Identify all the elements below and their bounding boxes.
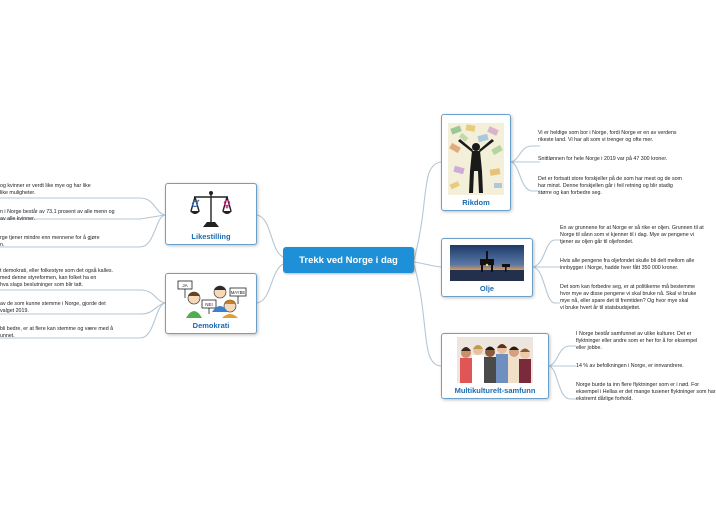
topic-olje[interactable] — [441, 238, 533, 297]
sign-maybe: MAYBE — [230, 290, 246, 295]
central-topic[interactable]: Trekk ved Norge i dag — [283, 247, 414, 273]
topic-label: Rikdom — [462, 198, 490, 207]
topic-label: Likestilling — [191, 232, 231, 241]
oil-platform-icon — [450, 245, 524, 281]
group-of-people-icon — [457, 337, 533, 383]
note-demokrati-1: t demokrati, eller folkestyre som det også kalles. med denne styreformen, kan folket ha en hva slags beslutninger som blir tatt. — [0, 268, 114, 288]
note-olje-1: En av grunnene for at Norge er så rike er oljen. Grunnen til at Norge til sånn som vi kjenner til i dag. Mye av pengene vi tjener av oljen går til oljefondet. — [560, 225, 704, 245]
topic-likestilling[interactable] — [165, 183, 257, 245]
sign-ja: JA — [182, 283, 188, 288]
note-demokrati-2: av de som kunne stemme i Norge, gjorde det valget 2019. — [0, 301, 106, 314]
note-multikultur-3: Norge burde ta inn flere flyktninger som er i nød. For eksempel i Hellas er det mange tusener flyktninger som har ekstremt dårlige forhold. — [576, 382, 716, 402]
note-likestilling-3: rge tjener mindre enn mennene for å gjøre n. — [0, 235, 100, 248]
topic-label: Olje — [479, 284, 495, 293]
note-olje-2: Hvis alle pengene fra oljefondet skulle bli delt mellom alle innbygger i Norge, hadde hver fått 350 000 kroner. — [560, 258, 695, 271]
topic-demokrati[interactable] — [165, 273, 257, 334]
topic-label: Multikulturelt-samfunn — [454, 386, 536, 395]
note-demokrati-3: bli bedre, er at flere kan stemme og være med å unnet. — [0, 326, 114, 339]
note-rikdom-1: Vi er heldige som bor i Norge, fordi Norge er en av verdens rikeste land. Vi har alt som vi trenger og ofte mer. — [538, 130, 677, 143]
note-likestilling-2: n i Norge består av 73,1 prosent av alle menn og av alle kvinner. — [0, 209, 115, 222]
topic-rikdom[interactable] — [441, 114, 511, 211]
note-likestilling-1: og kvinner er verdt like mye og har like like muligheter. — [0, 183, 91, 196]
topic-label: Demokrati — [192, 321, 230, 330]
topic-multikulturelt-samfunn[interactable] — [441, 333, 549, 399]
note-multikultur-1: I Norge består samfunnet av ulike kulturer. Det er flyktninger eller andre som er her for å for eksempel eller jobbe. — [576, 331, 698, 351]
man-with-money-icon — [448, 123, 504, 195]
note-multikultur-2: 14 % av befolkningen i Norge, er innvandrere. — [576, 363, 684, 369]
voting-people-icon — [172, 278, 250, 318]
scales-gender-icon — [188, 189, 234, 229]
note-rikdom-3: Det er fortsatt store forskjeller på de som har mest og de som har minst. Denne forskjellen går i feil retning og blir stadig større og kan forbedre seg. — [538, 176, 682, 196]
note-olje-3: Det som kan forbedre seg, er at politikerne må bestemme hvor mye av disse pengene vi skal bruke nå. Skal vi bruke mye nå, eller spare det til fremtiden? Og hvor mye skal vi bruke hvert år til statsbudsjettet. — [560, 284, 697, 311]
sign-nei: NEI — [205, 302, 213, 307]
note-rikdom-2: Snittlønnen for hele Norge i 2019 var på 47 300 kroner. — [538, 156, 668, 162]
